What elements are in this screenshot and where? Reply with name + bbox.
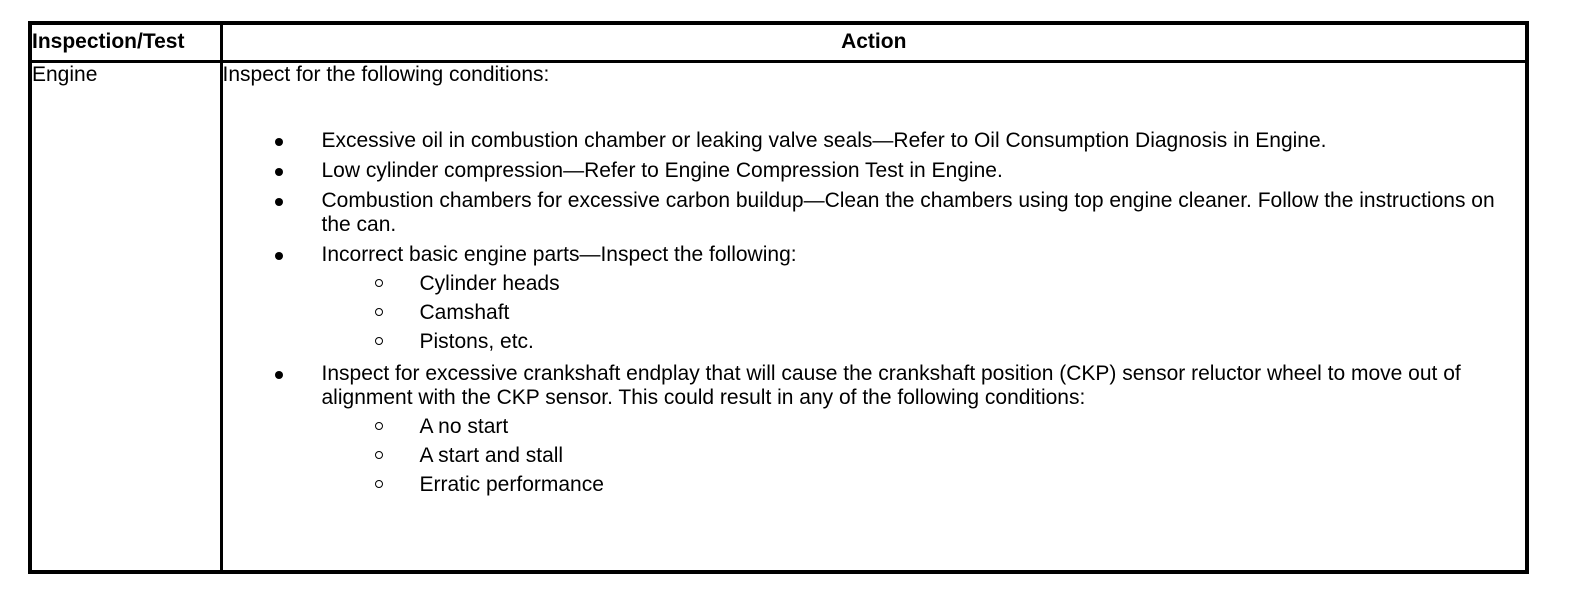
header-row [30,23,1527,61]
list-item [223,362,1526,499]
sub-list-item-text: Erratic performance [419,472,604,496]
list-item [223,129,1526,153]
circle-bullet-icon [375,337,383,345]
sub-list-item-text: A start and stall [419,443,564,467]
sub-list-item [322,327,1526,356]
list-item-text: Incorrect basic engine parts—Inspect the following: [321,242,797,266]
condition-list [223,129,1526,499]
inspection-table [28,21,1529,574]
sub-list-item [322,269,1526,298]
list-item-text: Excessive oil in combustion chamber or leaking valve seals—Refer to Oil Consumption Diagnosis in Engine. [321,128,1327,152]
sub-list [322,269,1526,356]
sub-list-item-text: A no start [419,414,509,438]
list-item [223,159,1526,183]
bullet-icon [275,138,283,146]
sub-list-item-text: Camshaft [419,300,510,324]
circle-bullet-icon [375,451,383,459]
bullet-icon [275,168,283,176]
list-item [223,243,1526,356]
sub-list [322,412,1526,499]
bullet-icon [275,371,283,379]
bullet-icon [275,252,283,260]
circle-bullet-icon [375,480,383,488]
bullet-icon [275,198,283,206]
sub-list-item [322,298,1526,327]
circle-bullet-icon [375,308,383,316]
list-item [223,189,1526,237]
header-action: Action [221,23,1527,61]
sub-list-item [322,441,1526,470]
sub-list-item-text: Cylinder heads [419,271,560,295]
circle-bullet-icon [375,279,383,287]
action-cell [221,61,1527,572]
row-label-engine: Engine [30,61,221,572]
sub-list-item [322,470,1526,499]
sub-list-item-text: Pistons, etc. [419,329,534,353]
list-item-text: Combustion chambers for excessive carbon buildup—Clean the chambers using top engine cleaner. Follow the instructions on the can. [321,188,1495,236]
header-inspection-test: Inspection/Test [30,23,221,61]
action-intro: Inspect for the following conditions: [222,62,550,86]
sub-list-item [322,412,1526,441]
table-row [30,61,1527,572]
circle-bullet-icon [375,422,383,430]
list-item-text: Low cylinder compression—Refer to Engine Compression Test in Engine. [321,158,1003,182]
list-item-text: Inspect for excessive crankshaft endplay that will cause the crankshaft position (CKP) sensor reluctor wheel to move out of alignment with the CKP sensor. This could result in any of the following conditions: [321,361,1461,409]
